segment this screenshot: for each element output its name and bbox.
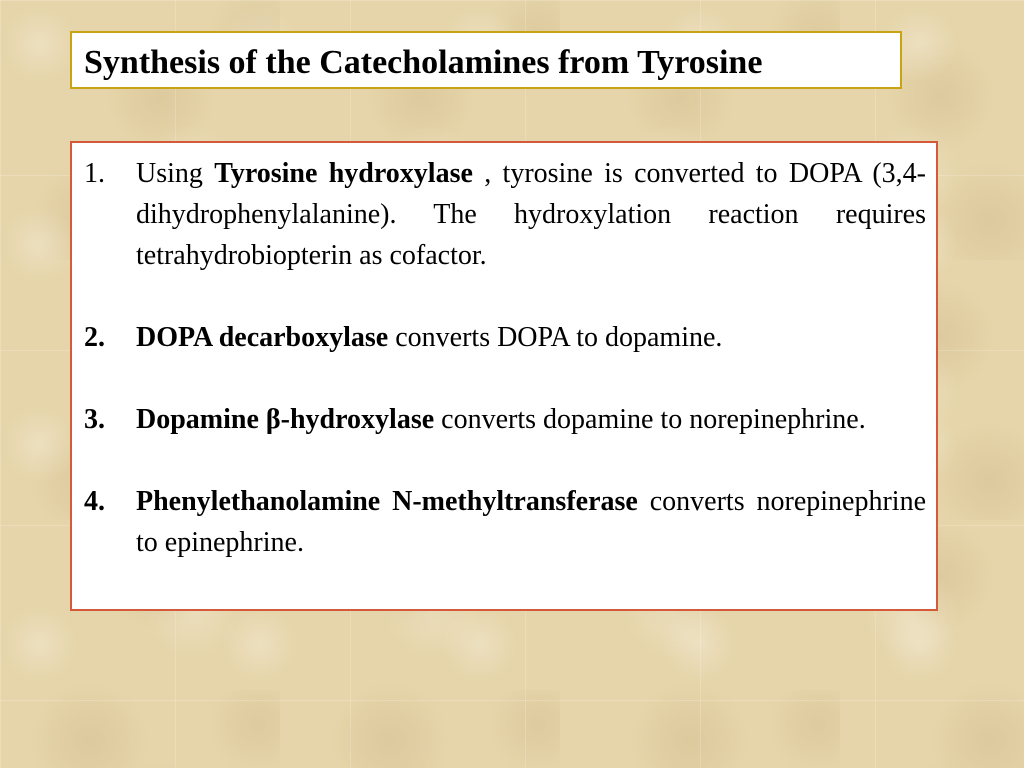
synthesis-steps-list bbox=[84, 153, 926, 563]
list-item bbox=[84, 153, 926, 276]
list-item bbox=[84, 317, 926, 358]
content-box bbox=[70, 141, 938, 611]
item-number: 2. bbox=[84, 322, 105, 353]
list-item bbox=[84, 481, 926, 563]
item-number: 3. bbox=[84, 404, 105, 435]
enzyme-name: Phenylethanolamine N-methyltransferase bbox=[136, 486, 638, 517]
slide-title: Synthesis of the Catecholamines from Tyrosine bbox=[84, 44, 763, 81]
item-number: 1. bbox=[84, 158, 105, 189]
item-text-before: Using bbox=[136, 158, 215, 189]
item-text-after: , tyrosine is converted to DOPA (3,4-dihydrophenylalanine). The hydroxylation reaction requires tetrahydrobiopterin as cofactor. bbox=[136, 158, 926, 271]
enzyme-name: DOPA decarboxylase bbox=[136, 322, 389, 353]
item-text-after: converts DOPA to dopamine. bbox=[388, 322, 723, 353]
enzyme-name: Dopamine β-hydroxylase bbox=[136, 404, 435, 435]
title-box bbox=[70, 31, 902, 89]
enzyme-name: Tyrosine hydroxylase bbox=[214, 158, 473, 189]
item-text-after: converts dopamine to norepinephrine. bbox=[434, 404, 866, 435]
item-text-after: converts norepinephrine to epinephrine. bbox=[136, 486, 926, 558]
item-number: 4. bbox=[84, 486, 105, 517]
list-item bbox=[84, 399, 926, 440]
